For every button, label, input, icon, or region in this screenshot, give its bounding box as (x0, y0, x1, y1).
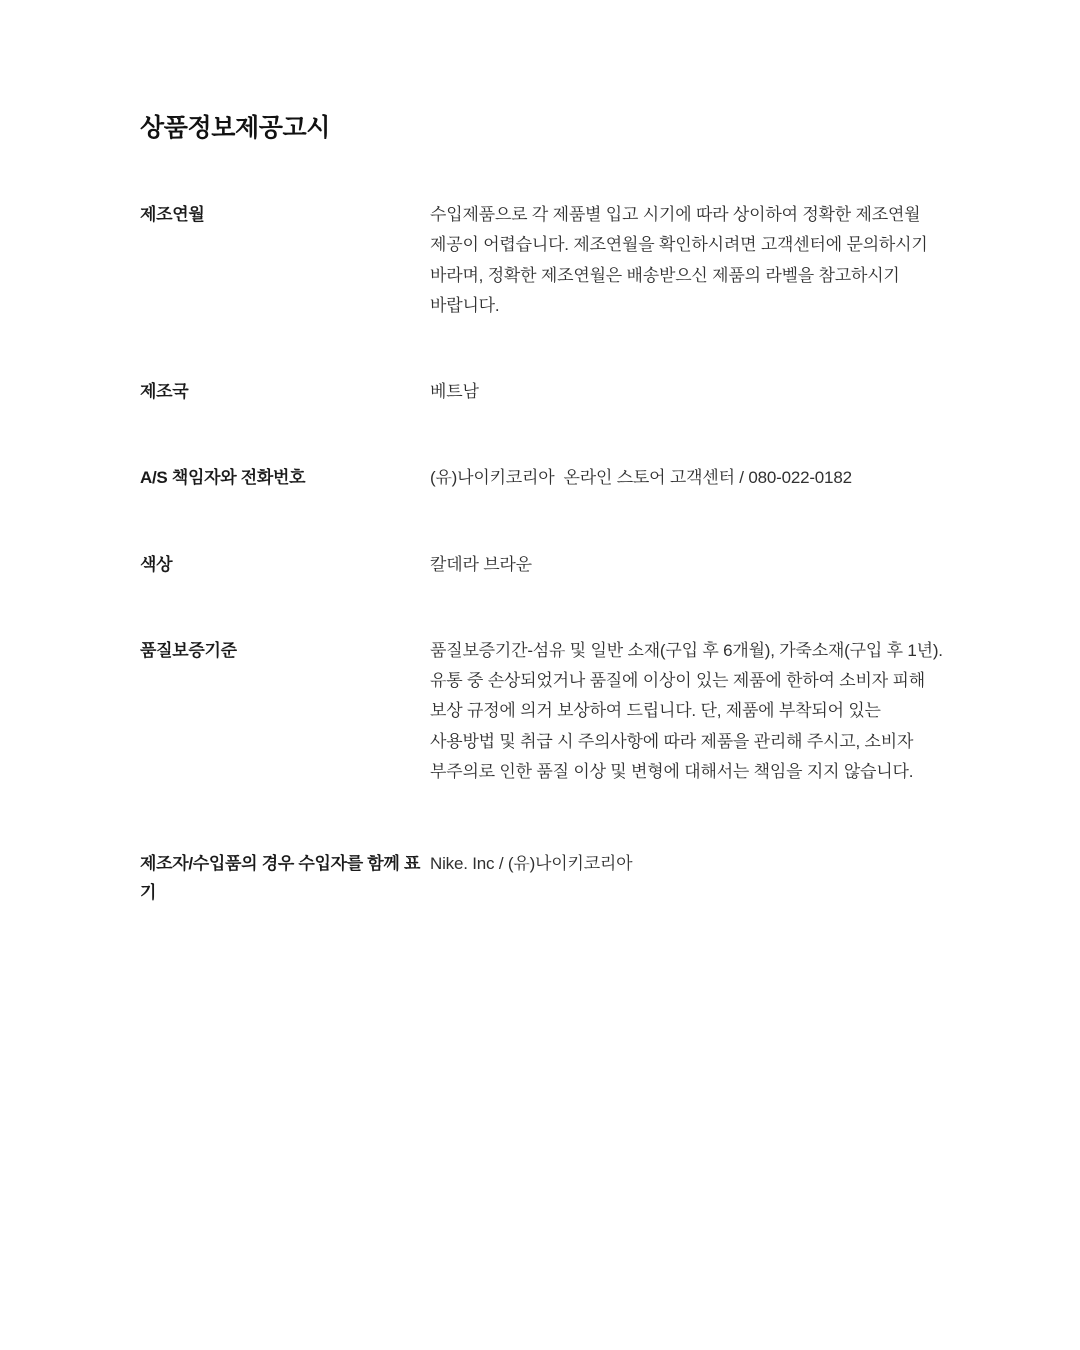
spec-label-color: 색상 (140, 554, 173, 574)
spec-label-manufacturer-importer: 제조자/수입품의 경우 수입자를 함께 표기 (140, 854, 421, 903)
spec-label-warranty: 품질보증기준 (140, 640, 237, 660)
spec-label-country-of-origin: 제조국 (140, 382, 189, 401)
spec-value-as-contact (430, 463, 950, 549)
table-row (140, 849, 950, 907)
spec-value-manufacturer-importer (430, 849, 950, 907)
spec-value-color (430, 550, 950, 636)
table-row (140, 636, 950, 849)
spec-label-manufacture-date: 제조연월 (140, 205, 205, 224)
spec-value-text: Nike. Inc / (유)나이키코리아 (430, 854, 633, 873)
table-row (140, 550, 950, 636)
product-spec-body (140, 200, 950, 907)
spec-value-text: 수입제품으로 각 제품별 입고 시기에 따라 상이하여 정확한 제조연월 제공이 어렵습니다. 제조연월을 확인하시려면 고객센터에 문의하시기 바라며, 정확한 제조연월은 배송받으신 제품의 라벨을 참고하시기 바랍니다. (430, 205, 933, 315)
spec-value-country-of-origin (430, 377, 950, 463)
spec-value-text: 칼데라 브라운 (430, 554, 532, 574)
page-title: 상품정보제공고시 (140, 114, 331, 142)
spec-label-as-contact: A/S 책임자와 전화번호 (140, 468, 306, 488)
table-row (140, 463, 950, 549)
spec-value-warranty (430, 636, 950, 849)
spec-value-text: 품질보증기간-섬유 및 일반 소재(구입 후 6개월), 가죽소재(구입 후 1년). 유통 중 손상되었거나 품질에 이상이 있는 제품에 한하여 소비자 피해 보상 규정에 의거 보상하여 드립니다. 단, 제품에 부착되어 있는 사용방법 및 취급 시 주의사항에 따라 제품을 관리해 주시고, 소비자 부주의로 인한 품질 이상 및 변형에 대해서는 책임을 지지 않습니다. (430, 640, 948, 781)
table-row (140, 200, 950, 377)
spec-value-text: 베트남 (430, 382, 479, 401)
table-row (140, 377, 950, 463)
spec-value-text: (유)나이키코리아 온라인 스토어 고객센터 / 080-022-0182 (430, 468, 852, 488)
product-spec-table (140, 200, 950, 907)
spec-value-manufacture-date (430, 200, 950, 377)
